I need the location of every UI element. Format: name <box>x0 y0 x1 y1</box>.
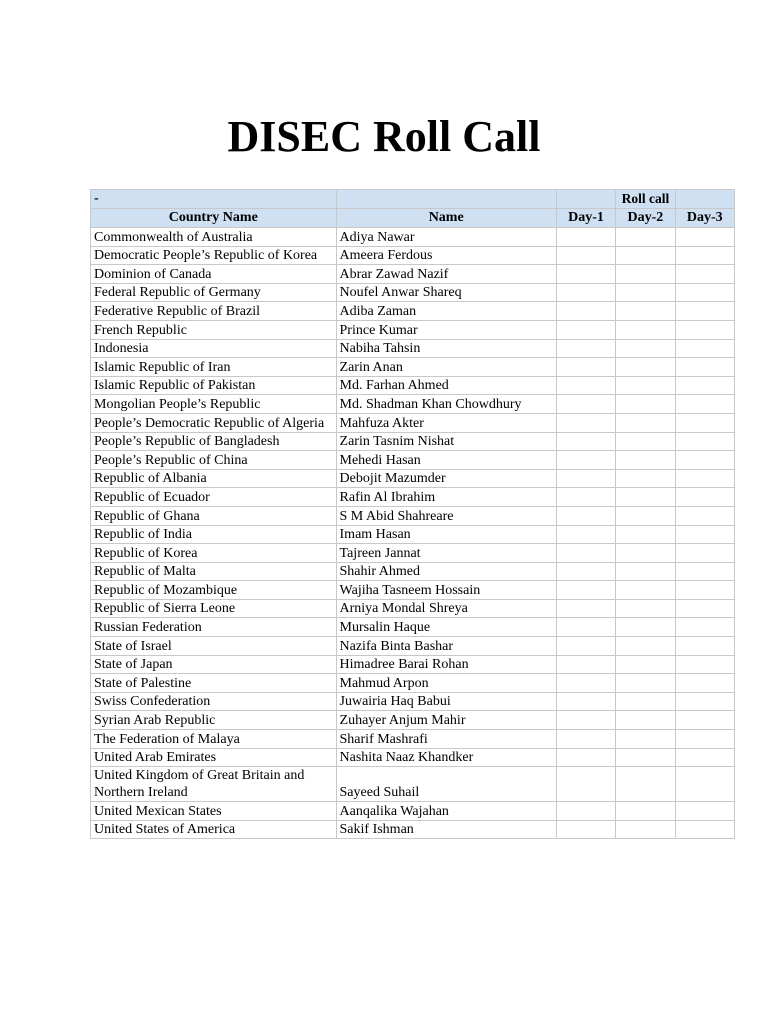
country-cell: State of Palestine <box>91 674 337 693</box>
attendance-cell-day2[interactable] <box>616 265 675 284</box>
attendance-cell-day3[interactable] <box>675 376 734 395</box>
table-row <box>91 767 735 802</box>
country-cell: United Arab Emirates <box>91 748 337 767</box>
country-cell: Syrian Arab Republic <box>91 711 337 730</box>
attendance-cell-day3[interactable] <box>675 525 734 544</box>
country-cell: Indonesia <box>91 339 337 358</box>
table-row <box>91 320 735 339</box>
attendance-cell-day2[interactable] <box>616 283 675 302</box>
attendance-cell-day3[interactable] <box>675 802 734 821</box>
country-cell: State of Japan <box>91 655 337 674</box>
attendance-cell-day1[interactable] <box>556 802 615 821</box>
attendance-cell-day1[interactable] <box>556 228 615 247</box>
delegate-name-cell: Mahmud Arpon <box>336 674 556 693</box>
attendance-cell-day2[interactable] <box>616 302 675 321</box>
country-cell: Federative Republic of Brazil <box>91 302 337 321</box>
attendance-cell-day1[interactable] <box>556 711 615 730</box>
country-cell: Commonwealth of Australia <box>91 228 337 247</box>
table-row <box>91 730 735 749</box>
table-row <box>91 692 735 711</box>
attendance-cell-day1[interactable] <box>556 820 615 839</box>
attendance-cell-day2[interactable] <box>616 544 675 563</box>
header-empty-cell <box>675 190 734 209</box>
attendance-cell-day3[interactable] <box>675 302 734 321</box>
attendance-cell-day3[interactable] <box>675 246 734 265</box>
attendance-cell-day2[interactable] <box>616 599 675 618</box>
delegate-name-cell: S M Abid Shahreare <box>336 506 556 525</box>
country-cell: Dominion of Canada <box>91 265 337 284</box>
table-row <box>91 711 735 730</box>
delegate-name-cell: Abrar Zawad Nazif <box>336 265 556 284</box>
table-row <box>91 488 735 507</box>
delegate-name-cell: Imam Hasan <box>336 525 556 544</box>
table-row <box>91 339 735 358</box>
country-cell: Russian Federation <box>91 618 337 637</box>
header-empty-cell <box>336 190 556 209</box>
table-row <box>91 544 735 563</box>
delegate-name-cell: Sayeed Suhail <box>336 767 556 802</box>
attendance-cell-day2[interactable] <box>616 767 675 802</box>
country-cell: Democratic People’s Republic of Korea <box>91 246 337 265</box>
delegate-name-cell: Juwairia Haq Babui <box>336 692 556 711</box>
attendance-cell-day1[interactable] <box>556 655 615 674</box>
column-header-day3: Day-3 <box>675 209 734 228</box>
table-row <box>91 674 735 693</box>
attendance-cell-day3[interactable] <box>675 581 734 600</box>
attendance-cell-day2[interactable] <box>616 395 675 414</box>
column-header-day1: Day-1 <box>556 209 615 228</box>
attendance-cell-day1[interactable] <box>556 506 615 525</box>
delegate-name-cell: Arniya Mondal Shreya <box>336 599 556 618</box>
country-cell: People’s Democratic Republic of Algeria <box>91 413 337 432</box>
attendance-cell-day1[interactable] <box>556 376 615 395</box>
delegate-name-cell: Himadree Barai Rohan <box>336 655 556 674</box>
delegate-name-cell: Debojit Mazumder <box>336 469 556 488</box>
delegate-name-cell: Ameera Ferdous <box>336 246 556 265</box>
delegate-name-cell: Mehedi Hasan <box>336 451 556 470</box>
attendance-cell-day1[interactable] <box>556 525 615 544</box>
table-row <box>91 820 735 839</box>
table-row <box>91 525 735 544</box>
attendance-cell-day1[interactable] <box>556 674 615 693</box>
table-row <box>91 395 735 414</box>
delegate-name-cell: Prince Kumar <box>336 320 556 339</box>
column-header-country: Country Name <box>91 209 337 228</box>
attendance-cell-day2[interactable] <box>616 469 675 488</box>
delegate-name-cell: Wajiha Tasneem Hossain <box>336 581 556 600</box>
country-cell: United Mexican States <box>91 802 337 821</box>
attendance-cell-day1[interactable] <box>556 599 615 618</box>
attendance-cell-day1[interactable] <box>556 469 615 488</box>
attendance-cell-day3[interactable] <box>675 618 734 637</box>
attendance-cell-day3[interactable] <box>675 767 734 802</box>
country-cell: Republic of Mozambique <box>91 581 337 600</box>
delegate-name-cell: Nabiha Tahsin <box>336 339 556 358</box>
country-cell: People’s Republic of China <box>91 451 337 470</box>
attendance-cell-day1[interactable] <box>556 339 615 358</box>
delegate-name-cell: Mahfuza Akter <box>336 413 556 432</box>
country-cell: Republic of India <box>91 525 337 544</box>
attendance-cell-day3[interactable] <box>675 395 734 414</box>
attendance-cell-day3[interactable] <box>675 562 734 581</box>
table-row <box>91 581 735 600</box>
attendance-cell-day1[interactable] <box>556 544 615 563</box>
attendance-cell-day2[interactable] <box>616 692 675 711</box>
header-group-row <box>91 190 735 209</box>
attendance-cell-day2[interactable] <box>616 246 675 265</box>
attendance-cell-day1[interactable] <box>556 432 615 451</box>
table-row <box>91 618 735 637</box>
attendance-cell-day2[interactable] <box>616 432 675 451</box>
table-row <box>91 246 735 265</box>
attendance-cell-day3[interactable] <box>675 228 734 247</box>
page-title: DISEC Roll Call <box>227 112 541 161</box>
attendance-cell-day1[interactable] <box>556 395 615 414</box>
attendance-cell-day2[interactable] <box>616 320 675 339</box>
country-cell: Islamic Republic of Pakistan <box>91 376 337 395</box>
attendance-cell-day2[interactable] <box>616 562 675 581</box>
attendance-cell-day1[interactable] <box>556 246 615 265</box>
country-cell: The Federation of Malaya <box>91 730 337 749</box>
table-row <box>91 432 735 451</box>
attendance-cell-day1[interactable] <box>556 265 615 284</box>
table-row <box>91 655 735 674</box>
delegate-name-cell: Tajreen Jannat <box>336 544 556 563</box>
table-row <box>91 562 735 581</box>
table-row <box>91 637 735 656</box>
table-row <box>91 358 735 377</box>
attendance-cell-day2[interactable] <box>616 711 675 730</box>
table-row <box>91 469 735 488</box>
country-cell: United States of America <box>91 820 337 839</box>
table-body <box>91 228 735 839</box>
attendance-cell-day1[interactable] <box>556 451 615 470</box>
attendance-cell-day3[interactable] <box>675 451 734 470</box>
attendance-cell-day1[interactable] <box>556 581 615 600</box>
attendance-cell-day3[interactable] <box>675 432 734 451</box>
delegate-name-cell: Sharif Mashrafi <box>336 730 556 749</box>
delegate-name-cell: Md. Farhan Ahmed <box>336 376 556 395</box>
attendance-cell-day3[interactable] <box>675 730 734 749</box>
attendance-cell-day2[interactable] <box>616 413 675 432</box>
attendance-cell-day1[interactable] <box>556 767 615 802</box>
delegate-name-cell: Mursalin Haque <box>336 618 556 637</box>
attendance-cell-day2[interactable] <box>616 802 675 821</box>
attendance-cell-day2[interactable] <box>616 228 675 247</box>
country-cell: Federal Republic of Germany <box>91 283 337 302</box>
attendance-cell-day2[interactable] <box>616 637 675 656</box>
column-header-name: Name <box>336 209 556 228</box>
attendance-cell-day1[interactable] <box>556 358 615 377</box>
attendance-cell-day1[interactable] <box>556 748 615 767</box>
attendance-cell-day2[interactable] <box>616 581 675 600</box>
attendance-cell-day1[interactable] <box>556 283 615 302</box>
country-cell: Republic of Korea <box>91 544 337 563</box>
attendance-cell-day3[interactable] <box>675 358 734 377</box>
attendance-cell-day3[interactable] <box>675 469 734 488</box>
delegate-name-cell: Nazifa Binta Bashar <box>336 637 556 656</box>
table-row <box>91 302 735 321</box>
attendance-cell-day3[interactable] <box>675 283 734 302</box>
delegate-name-cell: Sakif Ishman <box>336 820 556 839</box>
delegate-name-cell: Adiya Nawar <box>336 228 556 247</box>
delegate-name-cell: Zarin Anan <box>336 358 556 377</box>
table-row <box>91 413 735 432</box>
country-cell: Republic of Ghana <box>91 506 337 525</box>
country-cell: United Kingdom of Great Britain and Northern Ireland <box>91 767 337 802</box>
attendance-cell-day2[interactable] <box>616 339 675 358</box>
country-cell: People’s Republic of Bangladesh <box>91 432 337 451</box>
attendance-cell-day3[interactable] <box>675 413 734 432</box>
delegate-name-cell: Adiba Zaman <box>336 302 556 321</box>
attendance-cell-day3[interactable] <box>675 599 734 618</box>
attendance-cell-day3[interactable] <box>675 820 734 839</box>
attendance-cell-day1[interactable] <box>556 692 615 711</box>
country-cell: Republic of Ecuador <box>91 488 337 507</box>
country-cell: State of Israel <box>91 637 337 656</box>
country-cell: French Republic <box>91 320 337 339</box>
country-cell: Republic of Sierra Leone <box>91 599 337 618</box>
delegate-name-cell: Zuhayer Anjum Mahir <box>336 711 556 730</box>
attendance-cell-day1[interactable] <box>556 413 615 432</box>
attendance-cell-day2[interactable] <box>616 730 675 749</box>
attendance-cell-day2[interactable] <box>616 525 675 544</box>
header-dash-cell: - <box>91 190 337 209</box>
attendance-cell-day3[interactable] <box>675 544 734 563</box>
delegate-name-cell: Nashita Naaz Khandker <box>336 748 556 767</box>
table-row <box>91 283 735 302</box>
delegate-name-cell: Noufel Anwar Shareq <box>336 283 556 302</box>
attendance-cell-day1[interactable] <box>556 320 615 339</box>
attendance-cell-day1[interactable] <box>556 302 615 321</box>
table-row <box>91 228 735 247</box>
attendance-cell-day2[interactable] <box>616 358 675 377</box>
attendance-cell-day3[interactable] <box>675 320 734 339</box>
table-row <box>91 451 735 470</box>
delegate-name-cell: Shahir Ahmed <box>336 562 556 581</box>
table-row <box>91 802 735 821</box>
attendance-cell-day3[interactable] <box>675 748 734 767</box>
attendance-cell-day3[interactable] <box>675 655 734 674</box>
attendance-cell-day2[interactable] <box>616 820 675 839</box>
attendance-cell-day2[interactable] <box>616 748 675 767</box>
country-cell: Swiss Confederation <box>91 692 337 711</box>
table-row <box>91 265 735 284</box>
attendance-cell-day1[interactable] <box>556 488 615 507</box>
delegate-name-cell: Md. Shadman Khan Chowdhury <box>336 395 556 414</box>
attendance-cell-day3[interactable] <box>675 692 734 711</box>
roll-call-table <box>90 189 735 839</box>
attendance-cell-day3[interactable] <box>675 339 734 358</box>
table-row <box>91 506 735 525</box>
attendance-cell-day1[interactable] <box>556 618 615 637</box>
country-cell: Republic of Malta <box>91 562 337 581</box>
attendance-cell-day3[interactable] <box>675 506 734 525</box>
attendance-cell-day3[interactable] <box>675 265 734 284</box>
country-cell: Islamic Republic of Iran <box>91 358 337 377</box>
country-cell: Republic of Albania <box>91 469 337 488</box>
attendance-cell-day1[interactable] <box>556 562 615 581</box>
attendance-cell-day3[interactable] <box>675 488 734 507</box>
attendance-cell-day1[interactable] <box>556 730 615 749</box>
roll-call-label: Roll call <box>616 190 675 209</box>
attendance-cell-day3[interactable] <box>675 674 734 693</box>
delegate-name-cell: Rafin Al Ibrahim <box>336 488 556 507</box>
attendance-cell-day2[interactable] <box>616 655 675 674</box>
attendance-cell-day3[interactable] <box>675 637 734 656</box>
attendance-cell-day2[interactable] <box>616 488 675 507</box>
column-header-day2: Day-2 <box>616 209 675 228</box>
table-header <box>91 190 735 228</box>
table-row <box>91 376 735 395</box>
table-row <box>91 748 735 767</box>
delegate-name-cell: Aanqalika Wajahan <box>336 802 556 821</box>
attendance-cell-day2[interactable] <box>616 618 675 637</box>
attendance-cell-day2[interactable] <box>616 451 675 470</box>
table-row <box>91 599 735 618</box>
attendance-cell-day2[interactable] <box>616 506 675 525</box>
attendance-cell-day1[interactable] <box>556 637 615 656</box>
country-cell: Mongolian People’s Republic <box>91 395 337 414</box>
header-column-row <box>91 209 735 228</box>
attendance-cell-day2[interactable] <box>616 674 675 693</box>
header-empty-cell <box>556 190 615 209</box>
attendance-cell-day3[interactable] <box>675 711 734 730</box>
delegate-name-cell: Zarin Tasnim Nishat <box>336 432 556 451</box>
attendance-cell-day2[interactable] <box>616 376 675 395</box>
